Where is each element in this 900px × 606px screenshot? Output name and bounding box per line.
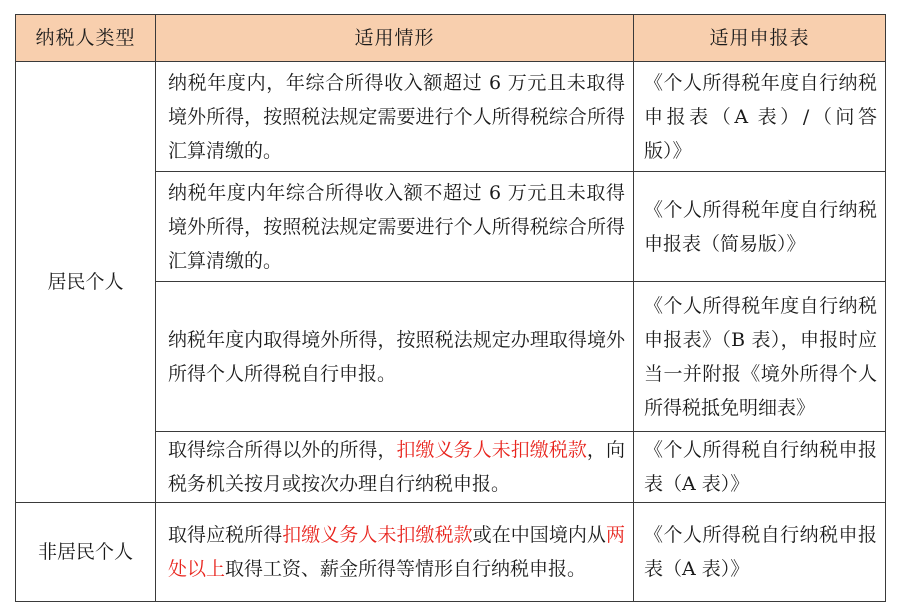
form-cell: 《个人所得税年度自行纳税申报表》（B 表），申报时应当一并附报《境外所得个人所得税抵免明细表》	[634, 282, 886, 432]
header-taxpayer-type: 纳税人类型	[16, 15, 156, 62]
header-form: 适用申报表	[634, 15, 886, 62]
situation-text: 取得综合所得以外的所得，	[168, 439, 397, 461]
situation-text: 取得工资、薪金所得等情形自行纳税申报。	[225, 558, 587, 580]
table-header-row	[16, 15, 886, 62]
situation-cell: 纳税年度内取得境外所得，按照税法规定办理取得境外所得个人所得税自行申报。	[156, 282, 634, 432]
highlight-text: 扣缴义务人未扣缴税款	[396, 439, 587, 461]
highlight-text: 两处以上	[168, 524, 625, 580]
form-cell: 《个人所得税自行纳税申报表（A 表）》	[634, 503, 886, 602]
tax-form-table	[15, 14, 886, 602]
taxpayer-type-nonresident: 非居民个人	[16, 503, 156, 602]
situation-cell	[156, 503, 634, 602]
situation-cell	[156, 432, 634, 503]
highlight-text: 扣缴义务人未扣缴税款	[282, 524, 473, 546]
form-cell: 《个人所得税自行纳税申报表（A 表）》	[634, 432, 886, 503]
form-cell: 《个人所得税年度自行纳税申报表（A 表）/（问答版）》	[634, 62, 886, 172]
situation-text: 取得应税所得	[168, 524, 283, 546]
form-cell: 《个人所得税年度自行纳税申报表（简易版）》	[634, 172, 886, 282]
situation-cell: 纳税年度内，年综合所得收入额超过 6 万元且未取得境外所得，按照税法规定需要进行个人所得税综合所得汇算清缴的。	[156, 62, 634, 172]
situation-cell: 纳税年度内年综合所得收入额不超过 6 万元且未取得境外所得，按照税法规定需要进行个人所得税综合所得汇算清缴的。	[156, 172, 634, 282]
situation-text: 或在中国境内从	[472, 524, 606, 546]
table-row	[16, 503, 886, 602]
table-row	[16, 62, 886, 172]
header-situation: 适用情形	[156, 15, 634, 62]
taxpayer-type-resident: 居民个人	[16, 62, 156, 503]
situation-text: ，向税务机关按月或按次办理自行纳税申报。	[168, 439, 625, 495]
